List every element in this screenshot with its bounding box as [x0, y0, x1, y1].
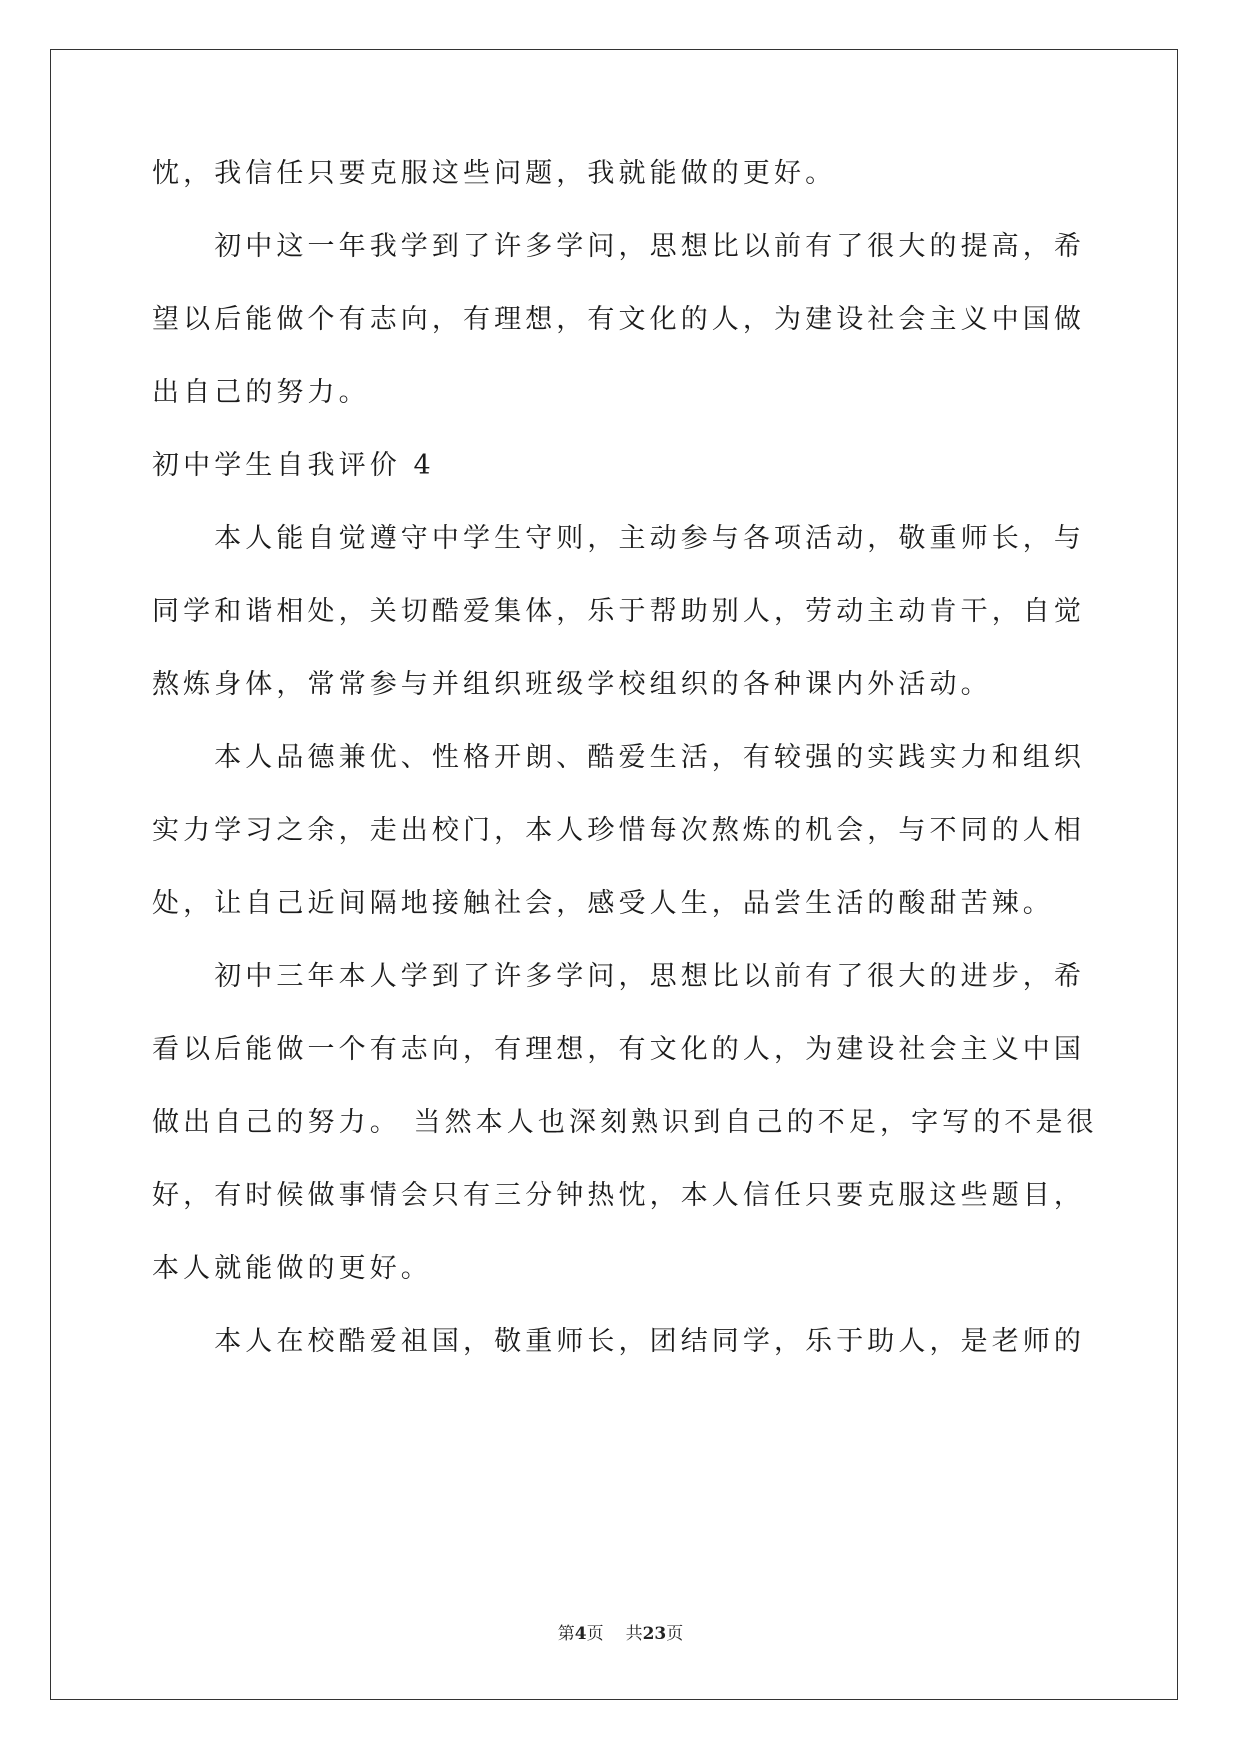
- text-line: 做出自己的努力。 当然本人也深刻熟识到自己的不足，字写的不是很: [152, 1107, 1098, 1138]
- text-line: 忱，我信任只要克服这些问题，我就能做的更好。: [152, 158, 837, 189]
- text-line: 初中三年本人学到了许多学问，思想比以前有了很大的进步，希: [152, 961, 1085, 992]
- text-line: 本人品德兼优、性格开朗、酷爱生活，有较强的实践实力和组织: [152, 742, 1085, 773]
- total-pages: 23: [642, 1624, 667, 1644]
- page-number: 4: [574, 1624, 587, 1644]
- footer-total-suffix: 页: [666, 1624, 684, 1644]
- text-line: 看以后能做一个有志向，有理想，有文化的人，为建设社会主义中国: [152, 1034, 1085, 1065]
- page-footer: [0, 1619, 1241, 1644]
- section-heading: 初中学生自我评价 4: [152, 450, 435, 481]
- text-line: 处，让自己近间隔地接触社会，感受人生，品尝生活的酸甜苦辣。: [152, 888, 1054, 919]
- footer-prefix: 第: [557, 1624, 575, 1644]
- page-border: [50, 49, 1178, 1700]
- text-line: 本人在校酷爱祖国，敬重师长，团结同学，乐于助人，是老师的: [152, 1326, 1085, 1357]
- text-line: 初中这一年我学到了许多学问，思想比以前有了很大的提高，希: [152, 231, 1085, 262]
- text-line: 出自己的努力。: [152, 377, 370, 408]
- footer-page-suffix: 页: [586, 1624, 604, 1644]
- text-line: 实力学习之余，走出校门，本人珍惜每次熬炼的机会，与不同的人相: [152, 815, 1085, 846]
- text-line: 好，有时候做事情会只有三分钟热忱，本人信任只要克服这些题目，: [152, 1180, 1085, 1211]
- text-line: 望以后能做个有志向，有理想，有文化的人，为建设社会主义中国做: [152, 304, 1085, 335]
- footer-total-prefix: 共: [625, 1624, 643, 1644]
- text-line: 同学和谐相处，关切酷爱集体，乐于帮助别人，劳动主动肯干，自觉: [152, 596, 1085, 627]
- text-line: 本人能自觉遵守中学生守则，主动参与各项活动，敬重师长，与: [152, 523, 1085, 554]
- text-line: 熬炼身体，常常参与并组织班级学校组织的各种课内外活动。: [152, 669, 992, 700]
- text-line: 本人就能做的更好。: [152, 1253, 432, 1284]
